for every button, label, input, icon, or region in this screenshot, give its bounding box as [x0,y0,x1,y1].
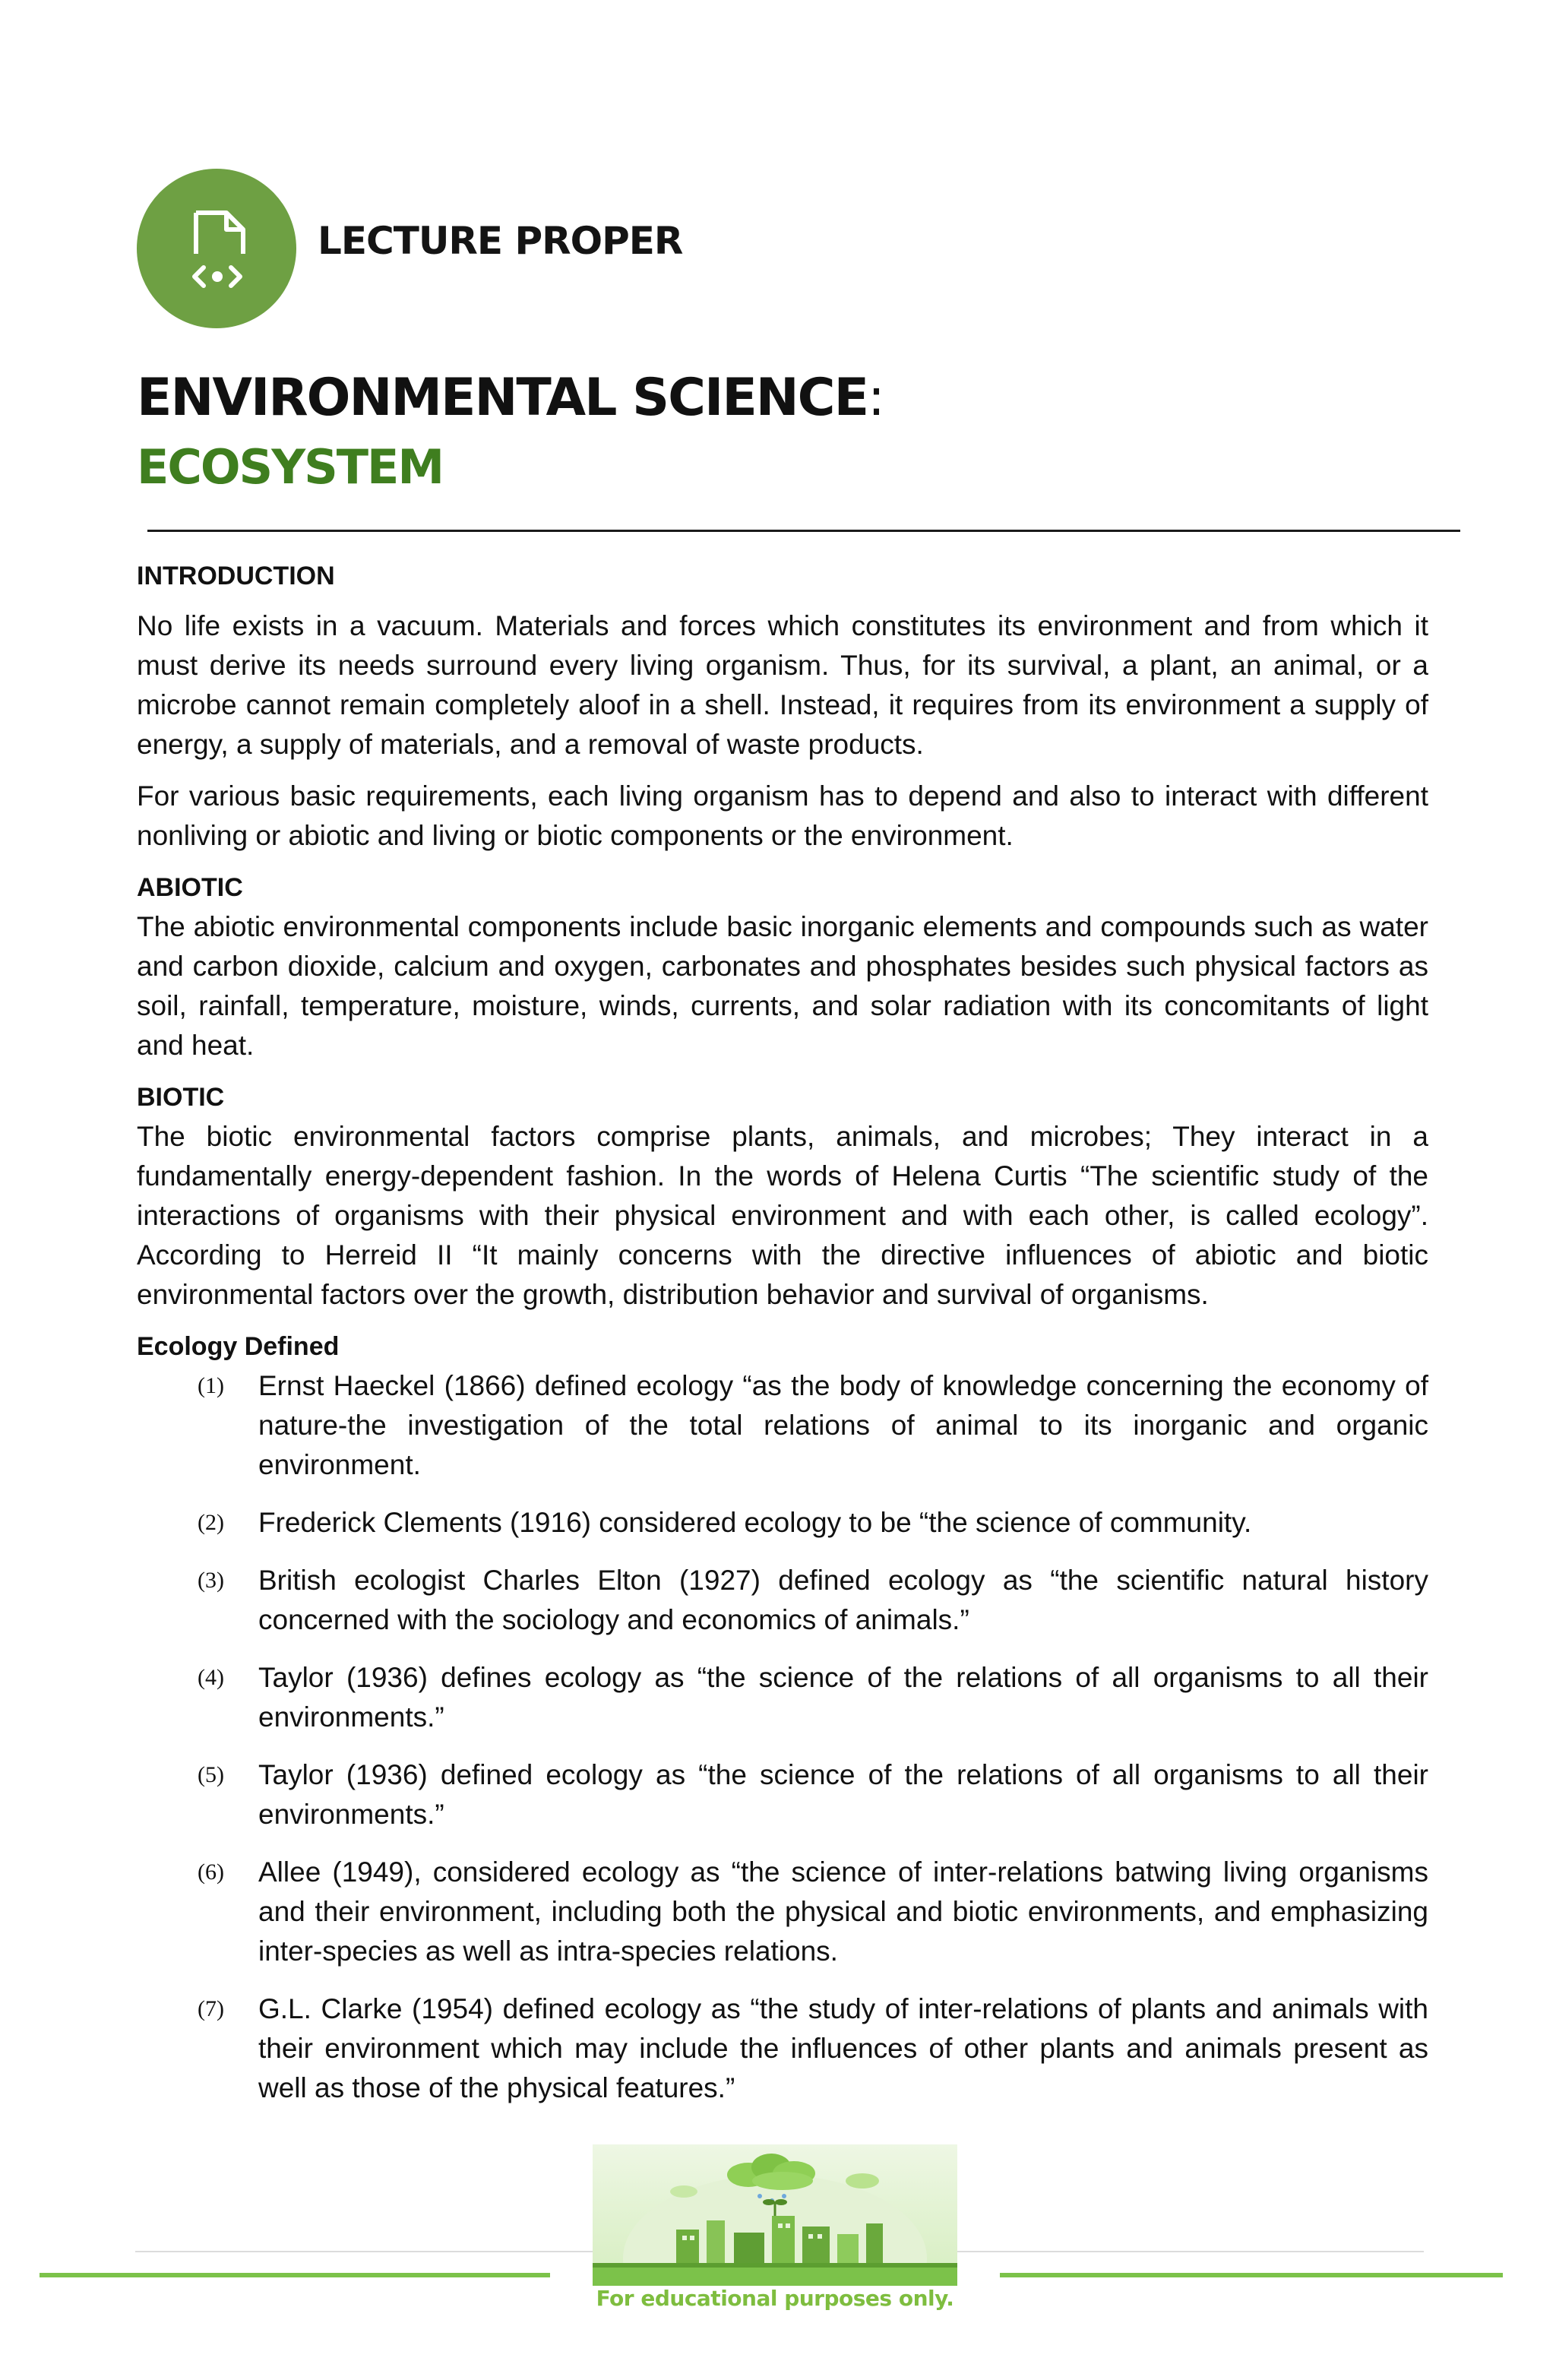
introduction-paragraph-2: For various basic requirements, each living organism has to depend and also to interact with different nonliving or abiotic and living or biotic components or the environment. [137,780,1428,851]
list-item [137,1853,1428,1971]
list-item-number: (2) [198,1510,224,1535]
list-item-text: British ecologist Charles Elton (1927) defined ecology as “the scientific natural history concerned with the sociology and economics of animals.” [258,1565,1428,1635]
header-divider [147,530,1460,532]
list-item-number: (7) [198,1996,224,2021]
footer-note: For educational purposes only. [596,2286,954,2311]
list-item [137,1989,1428,2108]
introduction-heading: INTRODUCTION [137,562,335,590]
page-subtitle: ECOSYSTEM [137,439,444,495]
list-item-text: Taylor (1936) defined ecology as “the science of the relations of all organisms to all their environments.” [258,1759,1428,1830]
list-item-text: G.L. Clarke (1954) defined ecology as “the study of inter-relations of plants and animals with their environment which may include the influences of other plants and animals present as well as those of the physical features.” [258,1993,1428,2103]
footer-rule-right [1000,2273,1503,2277]
abiotic-heading: ABIOTIC [137,873,243,902]
page-title-colon: : [868,368,884,428]
list-item-number: (4) [198,1665,224,1690]
list-item [137,1658,1428,1737]
ecology-definitions-list [137,1366,1428,2108]
biotic-paragraph: The biotic environmental factors comprise plants, animals, and microbes; They interact in a fundamentally energy-dependent fashion. In the words of Helena Curtis “The scientific study of the interactions of organisms with their physical environment and with each other, is called ecology”. According to Herreid II “It mainly concerns with the directive influences of abiotic and biotic environmental factors over the growth, distribution behavior and survival of organisms. [137,1121,1428,1310]
introduction-paragraph-1: No life exists in a vacuum. Materials and forces which constitutes its environment and from which it must derive its needs surround every living organism. Thus, for its survival, a plant, an animal, or a microbe cannot remain completely aloof in a shell. Instead, it requires from its environment a supply of energy, a supply of materials, and a removal of waste products. [137,610,1428,760]
abiotic-paragraph: The abiotic environmental components include basic inorganic elements and compounds such as water and carbon dioxide, calcium and oxygen, carbonates and phosphates besides such physical factors as soil, rainfall, temperature, moisture, winds, currents, and solar radiation with its concomitants of light and heat. [137,911,1428,1061]
code-file-icon [137,169,296,328]
list-item [137,1503,1428,1543]
list-item-number: (5) [198,1762,224,1787]
lecture-content [137,556,1428,2126]
page-title [137,368,884,428]
page-title-text: ENVIRONMENTAL SCIENCE [137,368,868,428]
green-city-illustration [593,2144,957,2286]
green-city-graphic [593,2144,957,2286]
list-item-number: (3) [198,1568,224,1593]
list-item [137,1561,1428,1640]
list-item [137,1755,1428,1834]
section-label: LECTURE PROPER [318,219,683,263]
lecture-icon-badge [137,169,296,328]
ecology-defined-heading: Ecology Defined [137,1332,340,1361]
biotic-heading: BIOTIC [137,1083,225,1112]
list-item-number: (6) [198,1859,224,1885]
list-item-text: Taylor (1936) defines ecology as “the science of the relations of all organisms to all their environments.” [258,1662,1428,1733]
list-item-number: (1) [198,1373,224,1398]
list-item-text: Allee (1949), considered ecology as “the science of inter-relations batwing living organisms and their environment, including both the physical and biotic environments, and emphasizing inter-species as well as intra-species relations. [258,1856,1428,1967]
list-item [137,1366,1428,1485]
footer-rule-left [40,2273,550,2277]
list-item-text: Frederick Clements (1916) considered ecology to be “the science of community. [258,1507,1252,1538]
list-item-text: Ernst Haeckel (1866) defined ecology “as the body of knowledge concerning the economy of nature-the investigation of the total relations of animal to its inorganic and organic environment. [258,1370,1428,1480]
